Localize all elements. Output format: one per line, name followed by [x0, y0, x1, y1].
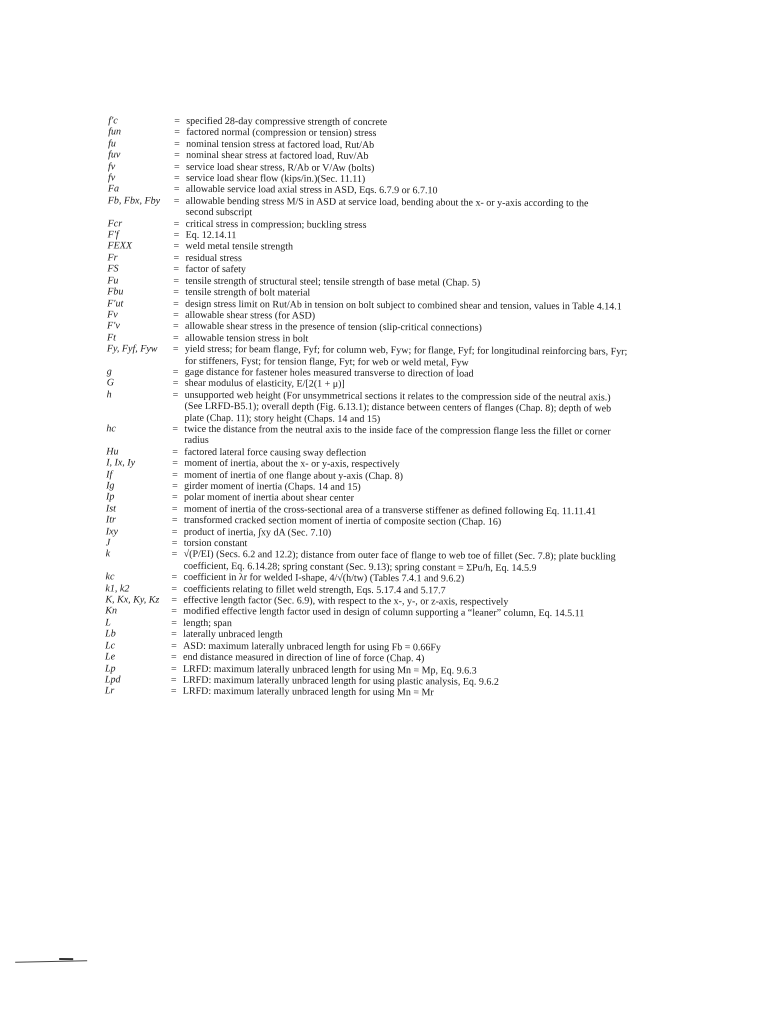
equals-sign: = — [172, 446, 178, 458]
equals-sign: = — [173, 184, 180, 196]
notation-definition: yield stress; for beam flange, Fyf; for column web, Fyw; for flange, Fyf; for longitudinal reinforcing bars, Fyr; for stiffeners, Fyst; for tension flange, Fyt; for web or weld metal, Fyw — [184, 343, 628, 369]
equals-sign: = — [171, 537, 178, 549]
notation-symbol: g — [106, 366, 112, 378]
notation-definition: polar moment of inertia about shear center — [183, 492, 354, 505]
notation-symbol: L — [105, 617, 111, 629]
notation-definition: LRFD: maximum laterally unbraced length for using plastic analysis, Eq. 9.6.2 — [182, 674, 499, 688]
notation-symbol: If — [106, 468, 113, 480]
notation-definition: residual stress — [185, 252, 242, 265]
notation-symbol: Ixy — [105, 525, 119, 538]
equals-sign: = — [173, 252, 180, 264]
notation-definition: laterally unbraced length — [183, 629, 283, 641]
notation-definition: length; span — [183, 617, 232, 629]
equals-sign: = — [171, 640, 177, 652]
equals-sign: = — [170, 686, 177, 698]
notation-symbol: Lr — [104, 685, 115, 697]
notation-definition: Eq. 12.14.11 — [185, 229, 237, 242]
equals-sign: = — [172, 343, 179, 355]
equals-sign: = — [171, 629, 177, 641]
notation-definition: gage distance for fastener holes measured transverse to direction of load — [184, 366, 474, 380]
notation-symbol: Fy, Fyf, Fyw — [106, 343, 158, 355]
equals-sign: = — [172, 378, 179, 390]
notation-definition: ASD: maximum laterally unbraced length for using Fb = 0.66Fy — [183, 640, 441, 654]
notation-symbol: Itr — [105, 514, 116, 526]
notation-symbol: Fb, Fbx, Fby — [107, 195, 161, 207]
equals-sign: = — [170, 663, 177, 675]
notation-symbol: Ig — [106, 480, 115, 492]
notation-symbol: J — [105, 537, 111, 549]
notation-definition: modified effective length factor used in design of column supporting a “leaner” column, Eq. 14.5.11 — [183, 606, 585, 620]
notation-definition: torsion constant — [183, 537, 248, 550]
notation-symbol: fv — [107, 160, 116, 173]
notation-definition: factored lateral force causing sway deflection — [184, 446, 367, 459]
equals-sign: = — [171, 571, 178, 584]
notation-definition: factor of safety — [185, 264, 246, 276]
notation-symbol: I, Ix, Iy — [106, 457, 136, 469]
equals-sign: = — [172, 457, 178, 469]
notation-symbol: k — [105, 548, 111, 560]
equals-sign: = — [172, 389, 179, 401]
equals-sign: = — [173, 298, 179, 310]
notation-definition: factored normal (compression or tension) stress — [186, 127, 377, 140]
notation-definition: girder moment of inertia (Chaps. 14 and 15) — [184, 480, 361, 493]
notation-definition: twice the distance from the neutral axis to the inside face of the compression flange less the fillet or corner radius — [184, 423, 611, 447]
equals-sign: = — [171, 514, 178, 526]
notation-definition: weld metal tensile strength — [185, 241, 294, 253]
notation-definition: LRFD: maximum laterally unbraced length for using Mn = Mp, Eq. 9.6.3 — [182, 663, 477, 677]
equals-sign: = — [171, 651, 177, 663]
notation-symbol: Ip — [105, 491, 115, 503]
equals-sign: = — [170, 674, 177, 686]
equals-sign: = — [173, 264, 180, 276]
notation-symbol: fun — [108, 126, 122, 138]
notation-symbol: G — [106, 377, 114, 389]
equals-sign: = — [172, 423, 179, 435]
notation-definition: service load shear flow (kips/in.)(Sec. 11.11) — [185, 172, 366, 185]
equals-sign: = — [173, 161, 180, 173]
notation-symbol: F′v — [107, 320, 120, 332]
notation-definition: service load shear stress, R/Ab or V/Aw (bolts) — [185, 161, 375, 174]
notation-definition: LRFD: maximum laterally unbraced length for using Mn = Mr — [182, 686, 434, 699]
equals-sign: = — [172, 366, 179, 378]
notation-definition: effective length factor (Sec. 6.9), with respect to the x-, y-, or z-axis, respectively — [183, 594, 509, 608]
notation-symbol: F′ut — [107, 297, 124, 309]
notation-symbol: Fu — [107, 275, 119, 287]
equals-sign: = — [173, 195, 180, 207]
notation-symbol: Lc — [105, 640, 116, 652]
equals-sign: = — [173, 275, 180, 287]
equals-sign: = — [173, 241, 180, 253]
notation-symbol: fuv — [108, 149, 121, 161]
notation-symbol: Le — [105, 651, 116, 663]
equals-sign: = — [172, 332, 179, 344]
equals-sign: = — [172, 469, 178, 481]
equals-sign: = — [174, 127, 180, 139]
equals-sign: = — [173, 309, 179, 321]
equals-sign: = — [174, 115, 180, 127]
notation-symbol: K, Kx, Ky, Kz — [105, 594, 160, 606]
notation-definition: allowable shear stress (for ASD) — [185, 309, 316, 322]
equals-sign: = — [171, 594, 178, 606]
notation-symbol: fu — [108, 138, 116, 150]
equals-sign: = — [171, 526, 178, 538]
notation-symbol: FS — [107, 263, 119, 275]
notation-symbol: h — [106, 389, 112, 401]
notation-symbol: Fr — [107, 252, 118, 264]
notation-definition: coefficient in λr for welded I-shape, 4/√(h/tw) (Tables 7.4.1 and 9.6.2) — [183, 572, 465, 585]
equals-sign: = — [173, 321, 179, 333]
notation-definition: moment of inertia, about the x- or y-axis, respectively — [184, 457, 400, 471]
notation-symbol: Kn — [105, 605, 118, 617]
notation-symbol: f′c — [108, 115, 118, 127]
notation-definition: unsupported web height (For unsymmetrical sections it relates to the compression side of the neutral axis.) (See LRFD-B5.1); overall depth (Fig. 6.13.1); distance between centers of flanges (Chap. 8); depth of web plate (Chap. 11); story height (Chaps. 14 and 15) — [184, 389, 612, 425]
notation-definition: allowable bending stress M/S in ASD at service load, bending about the x- or y-axis according to the second subscript — [185, 195, 589, 219]
notation-symbol: Lp — [104, 662, 116, 674]
notation-definition: end distance measured in direction of line of force (Chap. 4) — [183, 651, 425, 665]
notation-definition: allowable service load axial stress in ASD, Eqs. 6.7.9 or 6.7.10 — [185, 184, 438, 197]
notation-symbol: FEXX — [107, 240, 133, 252]
notation-symbol: Hu — [106, 446, 119, 458]
notation-definition: product of inertia, ∫xy dA (Sec. 7.10) — [183, 526, 332, 539]
notation-row — [87, 686, 707, 701]
notation-symbol: fv — [107, 172, 116, 184]
notation-symbol: hc — [106, 423, 116, 435]
equals-sign: = — [171, 583, 178, 595]
notation-symbol: Ist — [105, 503, 116, 515]
notation-definition: √(P/EI) (Secs. 6.2 and 12.2); distance from outer face of flange to web toe of fillet (Sec. 7.8); plate buckling coefficient, Eq. 6.14.28; spring constant (Sec. 9.13); spring constant = ΣPu/h, Eq. 14.5.9 — [183, 549, 616, 574]
equals-sign: = — [173, 229, 180, 241]
notation-definition: specified 28-day compressive strength of concrete — [186, 115, 388, 129]
equals-sign: = — [173, 218, 180, 230]
notation-definition: shear modulus of elasticity, E/[2(1 + μ)] — [184, 378, 345, 391]
notation-symbol: Fa — [107, 183, 120, 195]
notation-definition: moment of inertia of one flange about y-axis (Chap. 8) — [184, 469, 404, 482]
equals-sign: = — [173, 286, 179, 298]
notation-symbol: k1, k2 — [105, 582, 130, 595]
scan-mark-dash — [59, 958, 73, 960]
notation-definition: allowable tension stress in bolt — [184, 332, 309, 345]
notation-list — [87, 115, 711, 700]
notation-definition: nominal tension stress at factored load, Rut/Ab — [186, 138, 375, 151]
equals-sign: = — [172, 480, 178, 492]
notation-definition: moment of inertia of the cross-sectional area of a transverse stiffener as defined following Eq. 11.11.41 — [183, 503, 597, 518]
equals-sign: = — [174, 149, 180, 161]
equals-sign: = — [173, 172, 180, 184]
notation-definition: allowable shear stress in the presence of tension (slip-critical connections) — [185, 321, 482, 334]
scan-mark — [15, 960, 87, 962]
equals-sign: = — [171, 606, 177, 618]
notation-symbol: F′f — [107, 229, 119, 241]
notation-symbol: Ft — [106, 332, 116, 344]
notation-definition: critical stress in compression; buckling stress — [185, 218, 367, 231]
notation-symbol: Fcr — [107, 217, 123, 230]
equals-sign: = — [171, 503, 178, 515]
notation-definition: tensile strength of structural steel; tensile strength of base metal (Chap. 5) — [185, 275, 481, 289]
notation-symbol: Fbu — [107, 286, 124, 298]
notation-symbol: Fv — [107, 309, 118, 321]
notation-symbol: kc — [105, 571, 115, 583]
notation-definition: coefficients relating to fillet weld strength, Eqs. 5.17.4 and 5.17.7 — [183, 583, 446, 597]
notation-symbol: Lb — [105, 628, 116, 640]
equals-sign: = — [171, 492, 178, 504]
notation-definition: design stress limit on Rut/Ab in tension on bolt subject to combined shear and tension, values in Table 4.14.1 — [185, 298, 622, 312]
equals-sign: = — [171, 549, 178, 561]
equals-sign: = — [174, 138, 180, 150]
notation-definition: tensile strength of bolt material — [185, 286, 311, 299]
notation-definition: nominal shear stress at factored load, Ruv/Ab — [186, 150, 369, 163]
notation-row — [88, 389, 708, 427]
notation-definition: transformed cracked section moment of inertia of composite section (Chap. 16) — [183, 515, 502, 528]
equals-sign: = — [171, 617, 177, 629]
notation-symbol: Lpd — [104, 674, 121, 686]
